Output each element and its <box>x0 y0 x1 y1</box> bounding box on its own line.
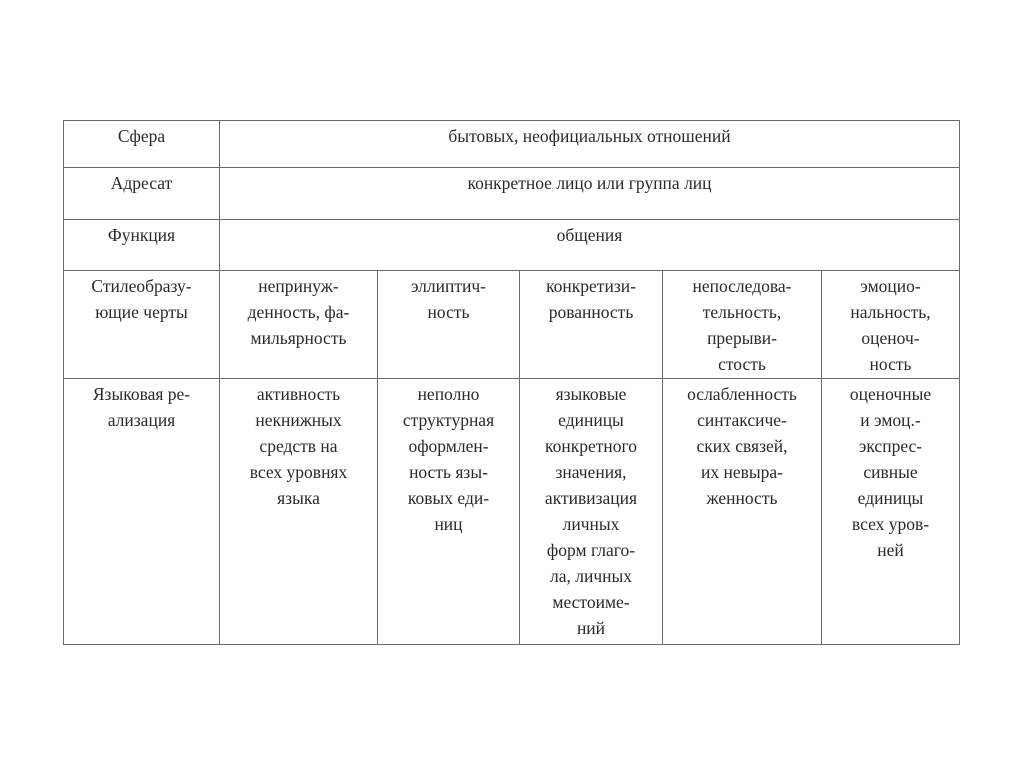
row-value-addressee: конкретное лицо или группа лиц <box>220 168 960 220</box>
table-row-addressee <box>64 168 960 220</box>
trait-cell: непринуж- денность, фа- мильярность <box>220 271 378 379</box>
row-label-function: Функция <box>64 220 220 271</box>
trait-cell: конкретизи- рованность <box>520 271 663 379</box>
row-label-language-realization: Языковая ре- ализация <box>64 379 220 645</box>
trait-cell: эмоцио- нальность, оценоч- ность <box>822 271 960 379</box>
trait-cell: эллиптич- ность <box>378 271 520 379</box>
row-label-sphere: Сфера <box>64 121 220 168</box>
row-value-sphere: бытовых, неофициальных отношений <box>220 121 960 168</box>
table-row-style-traits <box>64 271 960 379</box>
realization-cell: неполно структурная оформлен- ность язы- ковых еди- ниц <box>378 379 520 645</box>
realization-cell: языковые единицы конкретного значения, активизация личных форм глаго- ла, личных местоиме- ний <box>520 379 663 645</box>
table-row-function <box>64 220 960 271</box>
colloquial-style-table <box>63 120 960 645</box>
realization-cell: оценочные и эмоц.- экспрес- сивные единицы всех уров- ней <box>822 379 960 645</box>
table-row-sphere <box>64 121 960 168</box>
row-label-style-traits: Стилеобразу- ющие черты <box>64 271 220 379</box>
row-value-function: общения <box>220 220 960 271</box>
table-row-language-realization <box>64 379 960 645</box>
realization-cell: активность некнижных средств на всех уровнях языка <box>220 379 378 645</box>
realization-cell: ослабленность синтаксиче- ских связей, их невыра- женность <box>663 379 822 645</box>
trait-cell: непоследова- тельность, прерыви- стость <box>663 271 822 379</box>
row-label-addressee: Адресат <box>64 168 220 220</box>
document-page <box>63 120 959 644</box>
